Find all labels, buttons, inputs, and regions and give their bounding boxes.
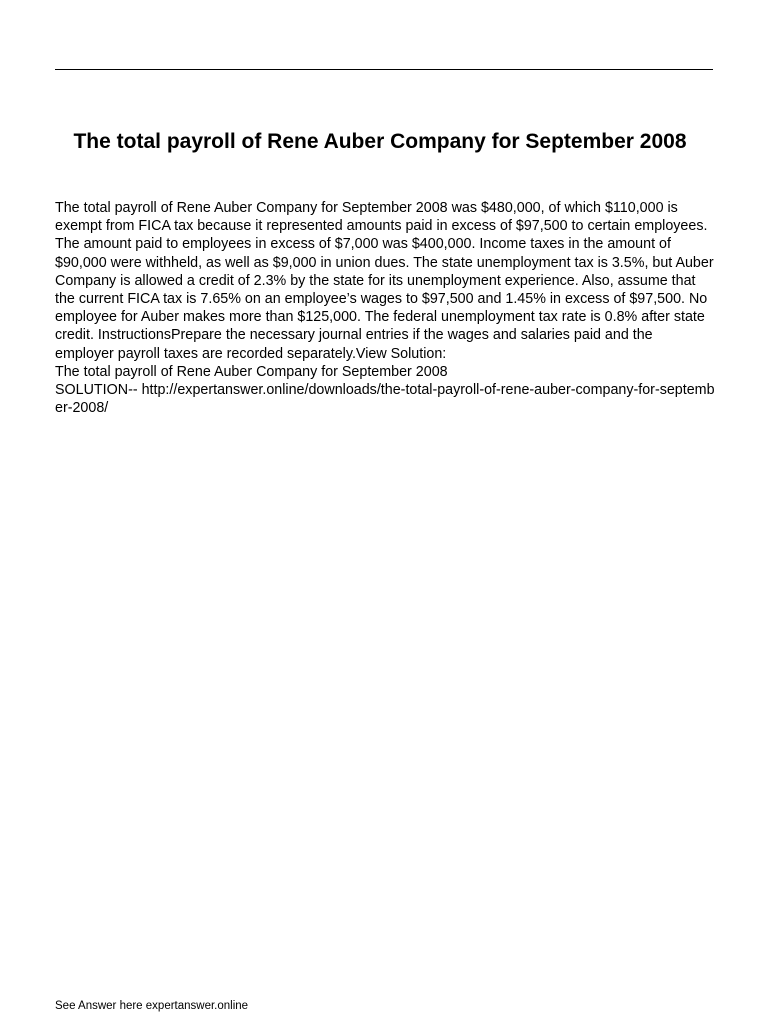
problem-paragraph: The total payroll of Rene Auber Company for September 2008 was $480,000, of which $110,000 is exempt from FICA tax because it represented amounts paid in excess of $97,500 to certain employees. The amount paid to employees in excess of $7,000 was $400,000. Income taxes in the amount of $90,000 were withheld, as well as $9,000 in union dues. The state unemployment tax is 3.5%, but Auber Company is allowed a credit of 2.3% by the state for its unemployment experience. Also, assume that the current FICA tax is 7.65% on an employee’s wages to $97,500 and 1.45% in excess of $97,500. No employee for Auber makes more than $125,000. The federal unemployment tax rate is 0.8% after state credit. InstructionsPrepare the necessary journal entries if the wages and salaries paid and the employer payroll taxes are recorded separately.View Solution: (55, 200, 714, 362)
top-divider (55, 69, 713, 70)
page-title: The total payroll of Rene Auber Company for September 2008 (73, 130, 687, 153)
repeated-title-line: The total payroll of Rene Auber Company for September 2008 (55, 363, 448, 380)
footer-note: See Answer here expertanswer.online (55, 1000, 249, 1012)
solution-link[interactable]: SOLUTION-- http://expertanswer.online/downloads/the-total-payroll-of-rene-auber-company-for-september-2008/ (55, 382, 715, 417)
document-body (55, 199, 715, 417)
